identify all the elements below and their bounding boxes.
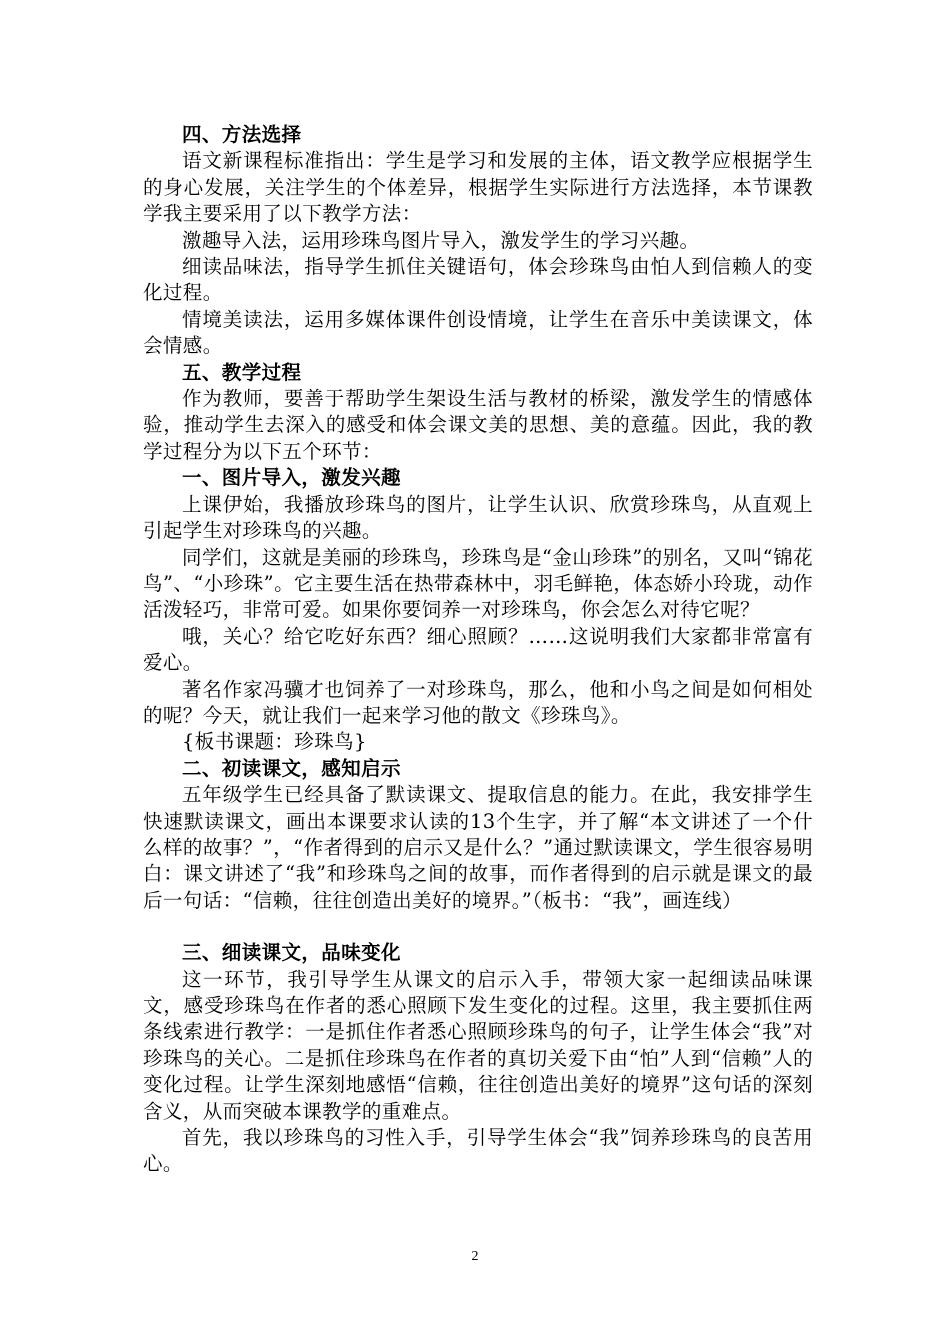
section-heading: 二、初读课文，感知启示: [182, 756, 401, 780]
page-number: 2: [471, 1249, 479, 1264]
section-heading: 四、方法选择: [182, 123, 302, 146]
section-heading: 一、图片导入，激发兴趣: [182, 466, 401, 490]
body-paragraph: 作为教师，要善于帮助学生架设生活与教材的桥梁，激发学生的情感体验，推动学生去深入的感受和体会课文美的思想、美的意蕴。因此，我的教学过程分为以下五个环节：: [143, 387, 813, 463]
body-paragraph: 五年级学生已经具备了默读课文、提取信息的能力。在此，我安排学生快速默读课文，画出本课要求认读的13个生字，并了解“本文讲述了一个什么样的故事？”，“作者得到的启示又是什么？”通过默读课文，学生很容易明白：课文讲述了“我”和珍珠鸟之间的故事，而作者得到的启示就是课文的最后一句话：“信赖，往往创造出美好的境界。”（板书：“我”，画连线）: [143, 783, 813, 912]
body-paragraph: 激趣导入法，运用珍珠鸟图片导入，激发学生的学习兴趣。: [182, 228, 700, 252]
body-paragraph: {板书课题：珍珠鸟}: [182, 730, 367, 754]
section-heading: 三、细读课文，品味变化: [182, 941, 401, 965]
body-paragraph: 情境美读法，运用多媒体课件创设情境，让学生在音乐中美读课文，体会情感。: [143, 307, 813, 358]
body-paragraph: 细读品味法，指导学生抓住关键语句，体会珍珠鸟由怕人到信赖人的变化过程。: [143, 255, 813, 305]
body-paragraph: 上课伊始，我播放珍珠鸟的图片，让学生认识、欣赏珍珠鸟，从直观上引起学生对珍珠鸟的兴趣。: [143, 492, 813, 543]
body-paragraph: 首先，我以珍珠鸟的习性入手，引导学生体会“我”饲养珍珠鸟的良苦用心。: [143, 1126, 813, 1176]
body-paragraph: 语文新课程标准指出：学生是学习和发展的主体，语文教学应根据学生的身心发展，关注学生的个体差异，根据学生实际进行方法选择，本节课教学我主要采用了以下教学方法：: [143, 149, 813, 226]
body-paragraph: 哦，关心？给它吃好东西？细心照顾？……这说明我们大家都非常富有爱心。: [143, 624, 813, 675]
document-body: [143, 122, 813, 1178]
body-paragraph: 这一环节，我引导学生从课文的启示入手，带领大家一起细读品味课文，感受珍珠鸟在作者的悉心照顾下发生变化的过程。这里，我主要抓住两条线索进行教学：一是抓住作者悉心照顾珍珠鸟的句子，让学生体会“我”对珍珠鸟的关心。二是抓住珍珠鸟在作者的真切关爱下由“怕”人到“信赖”人的变化过程。让学生深刻地感悟“信赖，往往创造出美好的境界”这句话的深刻含义，从而突破本课教学的重难点。: [143, 967, 813, 1123]
body-paragraph: 著名作家冯骥才也饲养了一对珍珠鸟，那么，他和小鸟之间是如何相处的呢？今天，就让我们一起来学习他的散文《珍珠鸟》。: [143, 677, 813, 727]
section-heading: 五、教学过程: [182, 360, 302, 384]
body-paragraph: 同学们，这就是美丽的珍珠鸟，珍珠鸟是“金山珍珠”的别名，又叫“锦花鸟”、“小珍珠”。它主要生活在热带森林中，羽毛鲜艳，体态娇小玲珑，动作活泼轻巧，非常可爱。如果你要饲养一对珍珠鸟，你会怎么对待它呢？: [143, 545, 813, 622]
